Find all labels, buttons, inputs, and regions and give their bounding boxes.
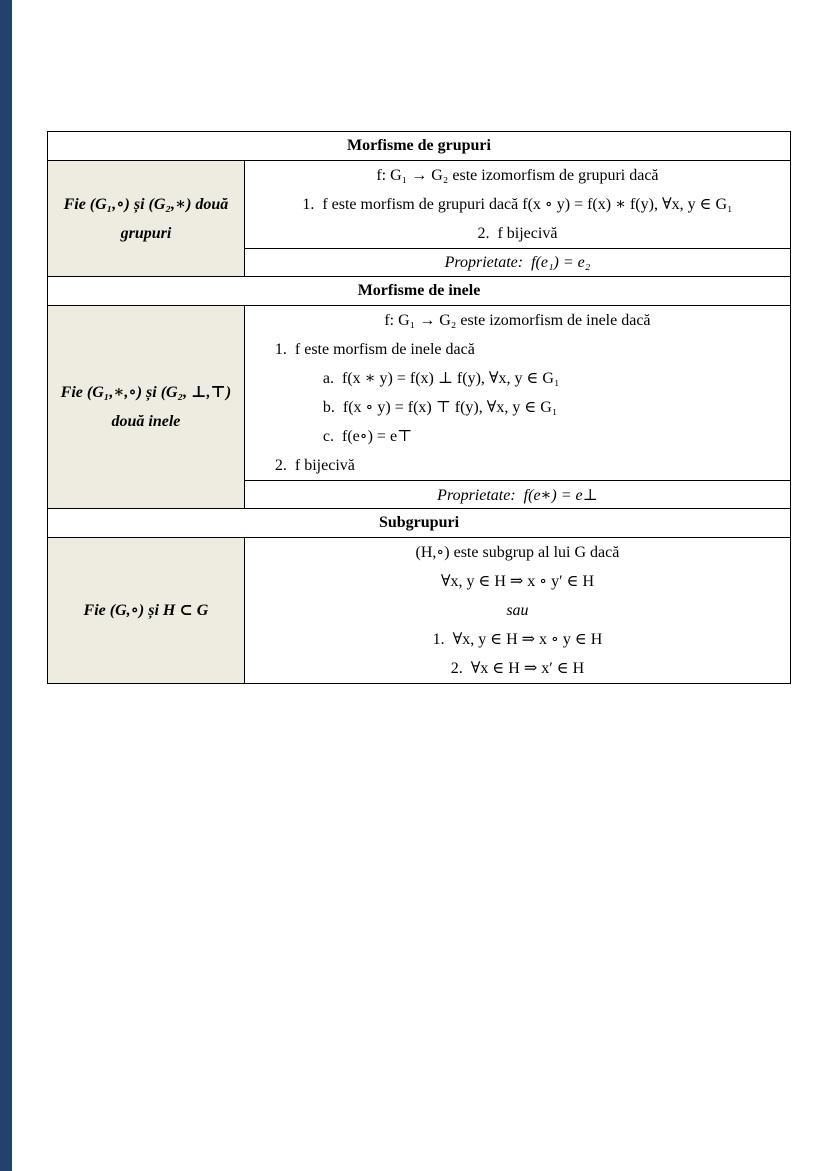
- inele-morfism-line: 1. f este morfism de inele dacă: [274, 341, 475, 358]
- row-label-inele: Fie (G₁,∗,∘) și (G₂, ⊥,⊤) două inele: [48, 306, 245, 509]
- inele-cond-c-line: c. f(e∘) = e⊤: [322, 428, 413, 445]
- table-row: [48, 277, 791, 306]
- subgrup-criterion-line: ∀x, y ∈ H ⇒ x ∘ y′ ∈ H: [440, 573, 595, 590]
- notes-table: [47, 131, 791, 684]
- table-row: [48, 306, 791, 481]
- grupuri-morfism-line: 1. f este morfism de grupuri dacă f(x ∘ y) = f(x) ∗ f(y), ∀x, y ∈ G₁: [302, 196, 733, 213]
- content-cell-grupuri: [244, 161, 790, 249]
- row-label-subgrupuri: Fie (G,∘) și H ⊂ G: [48, 538, 245, 684]
- table-row: [48, 509, 791, 538]
- subgrup-cond-1-line: 1. ∀x, y ∈ H ⇒ x ∘ y ∈ H: [432, 631, 603, 648]
- inele-bijectiva-line: 2. f bijecivă: [274, 457, 355, 474]
- grupuri-property-line: Proprietate: f(e₁) = e₂: [244, 249, 790, 277]
- section-header-subgrupuri: Subgrupuri: [48, 509, 791, 538]
- table-row: [48, 538, 791, 684]
- section-header-inele: Morfisme de inele: [48, 277, 791, 306]
- section-header-grupuri: Morfisme de grupuri: [48, 132, 791, 161]
- table-row: [48, 161, 791, 249]
- grupuri-izomorfism-line: f: G₁ → G₂ este izomorfism de grupuri dacă: [376, 167, 659, 184]
- inele-cond-a-line: a. f(x ∗ y) = f(x) ⊥ f(y), ∀x, y ∈ G₁: [322, 370, 560, 387]
- sau-line: sau: [506, 602, 529, 619]
- table-row: [48, 132, 791, 161]
- grupuri-bijectiva-line: 2. f bijecivă: [477, 225, 558, 242]
- content-cell-subgrupuri: [244, 538, 790, 684]
- subgrup-definition-line: (H,∘) este subgrup al lui G dacă: [415, 544, 620, 561]
- inele-izomorfism-line: f: G₁ → G₂ este izomorfism de inele dacă: [384, 312, 651, 329]
- inele-property-line: Proprietate: f(e∗) = e⊥: [244, 481, 790, 509]
- row-label-grupuri: Fie (G₁,∘) și (G₂,∗) două grupuri: [48, 161, 245, 277]
- left-accent-bar: [0, 0, 12, 1171]
- content-cell-inele: [244, 306, 790, 481]
- subgrup-cond-2-line: 2. ∀x ∈ H ⇒ x′ ∈ H: [450, 660, 585, 677]
- inele-cond-b-line: b. f(x ∘ y) = f(x) ⊤ f(y), ∀x, y ∈ G₁: [322, 399, 558, 416]
